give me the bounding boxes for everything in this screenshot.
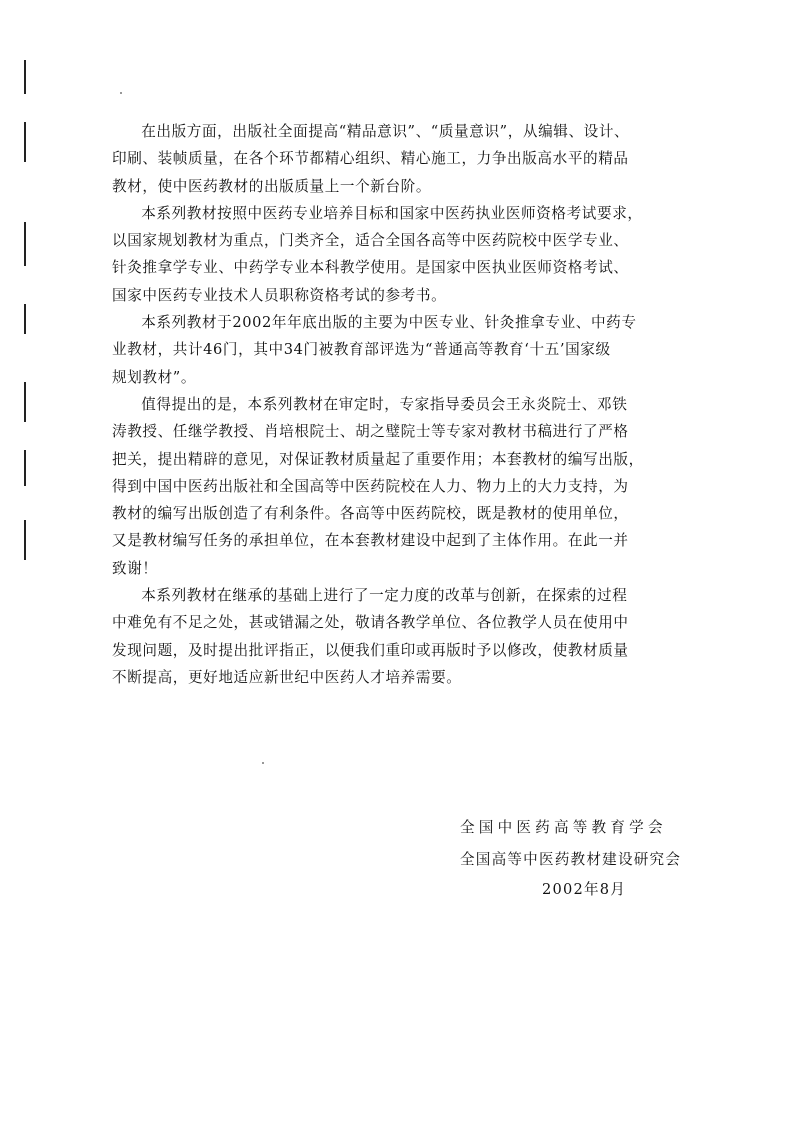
text-line: 又是教材编写任务的承担单位，在本套教材建设中起到了主体作用。在此一并 [112,532,629,550]
margin-mark [24,222,26,266]
scan-speck [120,92,122,94]
text-line: 把关，提出精辟的意见，对保证教材质量起了重要作用；本套教材的编写出版， [112,450,644,468]
text-line: 本系列教材按照中医药专业培养目标和国家中医药执业医师资格考试要求， [141,204,643,222]
text-line: 教材的编写出版创造了有利条件。各高等中医药院校，既是教材的使用单位， [112,505,629,523]
text-line: 值得提出的是，本系列教材在审定时，专家指导委员会王永炎院士、邓铁 [141,395,628,413]
margin-mark [24,122,26,162]
paragraph [112,118,694,200]
text-line: 印刷、装帧质量，在各个环节都精心组织、精心施工，力争出版高水平的精品 [112,150,629,168]
scan-speck [262,762,264,764]
signature-date: 2002年8月 [542,881,627,898]
text-line: 国家中医药专业技术人员职称资格考试的参考书。 [112,286,447,304]
body-text [112,118,694,691]
margin-mark [24,450,26,486]
margin-mark [24,304,26,334]
text-line: 教材，使中医药教材的出版质量上一个新台阶。 [112,177,432,195]
signature-organization: 全国高等中医药教材建设研究会 [460,851,682,868]
text-line: 不断提高，更好地适应新世纪中医药人才培养需要。 [112,668,462,686]
signature-organization: 全国中医药高等教育学会 [460,819,667,836]
margin-mark [24,382,26,422]
text-line: 涛教授、任继学教授、肖培根院士、胡之璧院士等专家对教材书稿进行了严格 [112,423,629,441]
paragraph [112,309,694,391]
text-line: 发现问题，及时提出批评指正，以便我们重印或再版时予以修改，使教材质量 [112,641,629,659]
text-line: 规划教材”。 [112,368,197,386]
paragraph [112,391,694,582]
text-line: 中难免有不足之处，甚或错漏之处，敬请各教学单位、各位教学人员在使用中 [112,614,629,632]
paragraph [112,200,694,309]
text-line: 以国家规划教材为重点，门类齐全，适合全国各高等中医药院校中医学专业、 [112,232,629,250]
margin-mark [24,520,26,560]
text-line: 本系列教材在继承的基础上进行了一定力度的改革与创新，在探索的过程 [141,587,628,605]
text-line: 致谢！ [112,559,158,577]
text-line: 业教材，共计46门，其中34门被教育部评选为“普通高等教育‘十五’国家级 [112,341,611,359]
paragraph [112,582,694,691]
text-line: 得到中国中医药出版社和全国高等中医药院校在人力、物力上的大力支持，为 [112,477,629,495]
text-line: 针灸推拿学专业、中药学专业本科教学使用。是国家中医执业医师资格考试、 [112,259,629,277]
margin-mark [24,60,26,94]
text-line: 本系列教材于2002年年底出版的主要为中医专业、针灸推拿专业、中药专 [141,314,637,332]
text-line: 在出版方面，出版社全面提高“精品意识”、“质量意识”，从编辑、设计、 [141,123,630,140]
